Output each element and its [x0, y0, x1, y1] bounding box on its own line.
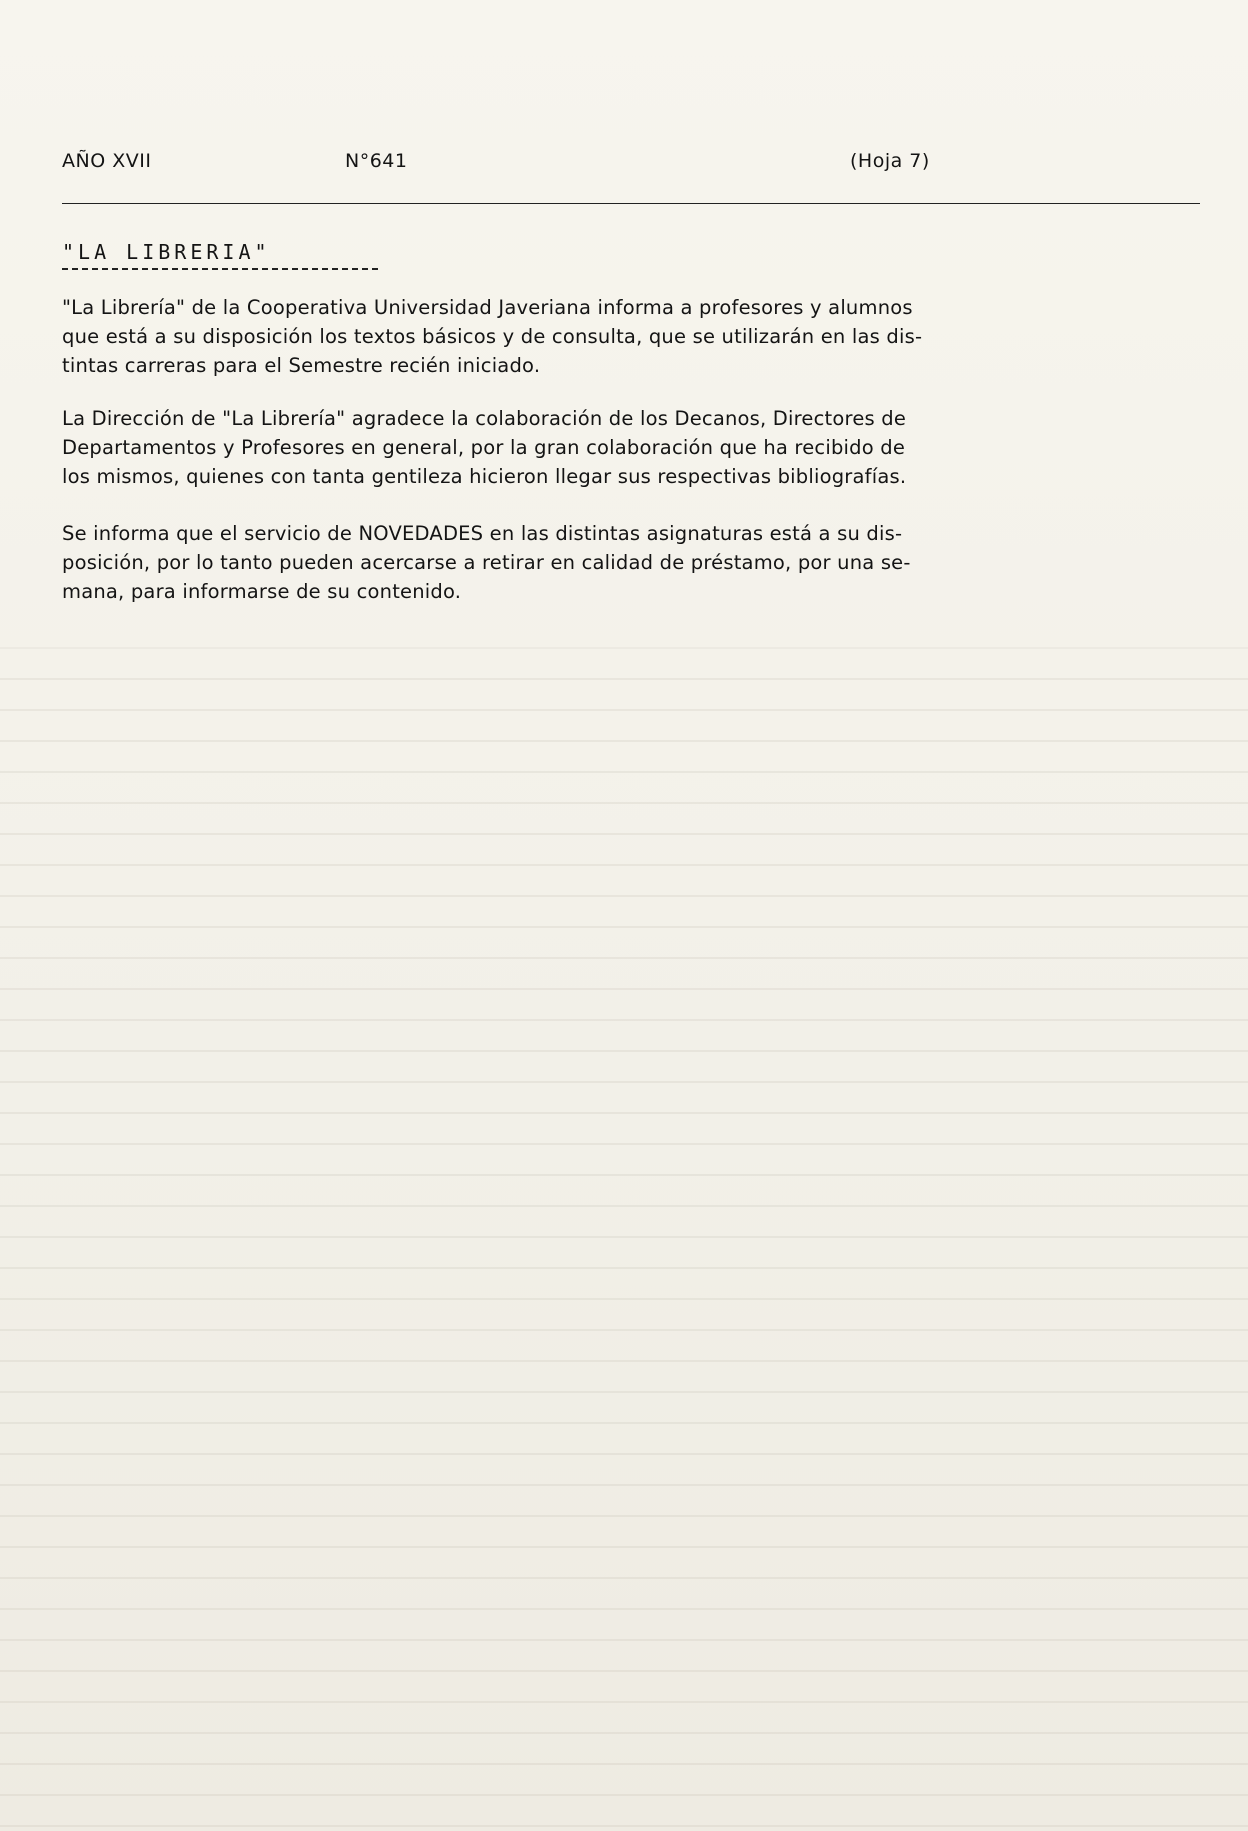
paragraph-1: "La Librería" de la Cooperativa Universidad Javeriana informa a profesores y alumnos que está a su disposición los textos básicos y de consulta, que se utilizarán en las dis- tintas carreras para el Semestre recién iniciado. — [62, 296, 923, 377]
header-divider — [62, 203, 1200, 204]
page-header — [62, 150, 1208, 180]
title-underline — [62, 268, 378, 270]
paragraph-3: Se informa que el servicio de NOVEDADES en las distintas asignaturas está a su dis- posición, por lo tanto pueden acercarse a retirar en calidad de préstamo, por una se- mana, para informarse de su contenido. — [62, 522, 911, 603]
issue-year: AÑO XVII — [62, 150, 152, 172]
paragraph-2: La Dirección de "La Librería" agradece la colaboración de los Decanos, Directores de Departamentos y Profesores en general, por la gran colaboración que ha recibido de los mismos, quienes con tanta gentileza hicieron llegar sus respectivas bibliografías. — [62, 407, 907, 488]
issue-number: N°641 — [345, 150, 408, 172]
section-title: "LA LIBRERIA" — [62, 240, 271, 264]
sheet-number: (Hoja 7) — [850, 150, 930, 172]
